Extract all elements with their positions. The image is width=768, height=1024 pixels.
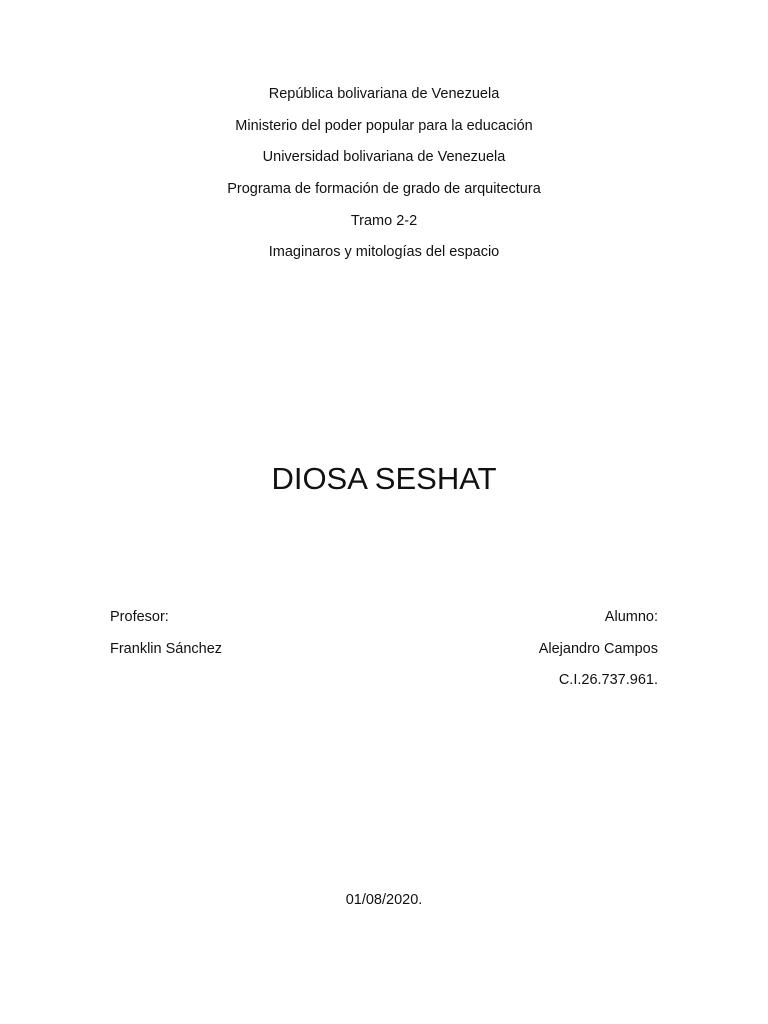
header-university: Universidad bolivariana de Venezuela xyxy=(262,149,506,165)
header-course: Imaginaros y mitologías del espacio xyxy=(268,244,500,260)
document-title: DIOSA SESHAT xyxy=(271,461,497,496)
student-name: Alejandro Campos xyxy=(538,641,658,657)
document-date: 01/08/2020. xyxy=(345,892,423,908)
professor-label: Profesor: xyxy=(110,609,169,625)
header-tramo: Tramo 2-2 xyxy=(350,213,418,229)
header-program: Programa de formación de grado de arquitectura xyxy=(227,181,541,197)
header-country: República bolivariana de Venezuela xyxy=(268,86,500,102)
student-id: C.I.26.737.961. xyxy=(558,672,658,688)
professor-name: Franklin Sánchez xyxy=(110,641,223,657)
header-ministry: Ministerio del poder popular para la educación xyxy=(235,118,533,134)
student-label: Alumno: xyxy=(604,609,658,625)
